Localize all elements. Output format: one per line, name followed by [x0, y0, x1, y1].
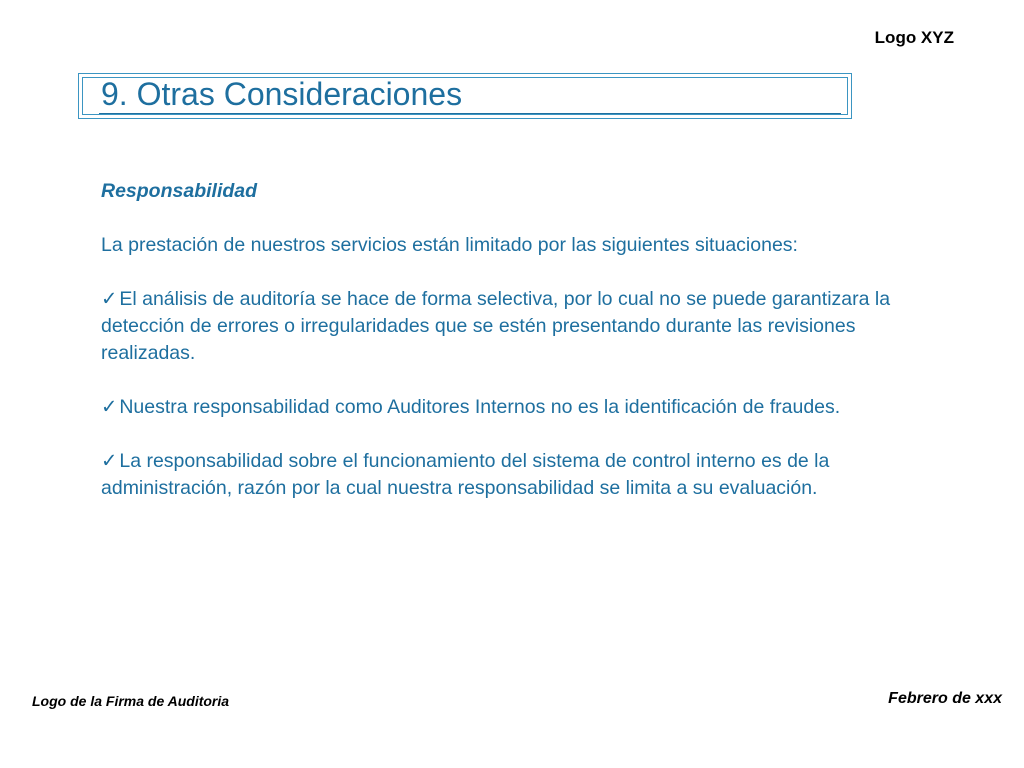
footer-firm-logo: Logo de la Firma de Auditoria: [32, 693, 230, 709]
checkmark-icon: ✓: [101, 450, 118, 472]
title-frame: [78, 73, 852, 119]
intro-paragraph: La prestación de nuestros servicios están limitado por las siguientes situaciones:: [101, 234, 798, 256]
page-title: 9. Otras Consideraciones: [101, 76, 463, 112]
checkmark-icon: ✓: [101, 288, 118, 310]
bullet-text: Nuestra responsabilidad como Auditores Internos no es la identificación de fraudes.: [119, 396, 841, 418]
bullet-item: [101, 286, 931, 367]
content-body: [101, 178, 931, 529]
bullet-item: [101, 394, 931, 421]
bullet-text: La responsabilidad sobre el funcionamiento del sistema de control interno es de la administración, razón por la cual nuestra responsabilidad se limita a su evaluación.: [101, 450, 830, 499]
section-heading: Responsabilidad: [101, 180, 258, 202]
checkmark-icon: ✓: [101, 396, 118, 418]
footer-date: Febrero de xxx: [888, 690, 1002, 707]
title-underline: [99, 113, 841, 114]
bullet-item: [101, 448, 931, 502]
bullet-text: El análisis de auditoría se hace de forma selectiva, por lo cual no se puede garantizara la detección de errores o irregularidades que se estén presentando durante las revisiones realizadas.: [101, 288, 891, 364]
logo-xyz: Logo XYZ: [874, 28, 954, 47]
